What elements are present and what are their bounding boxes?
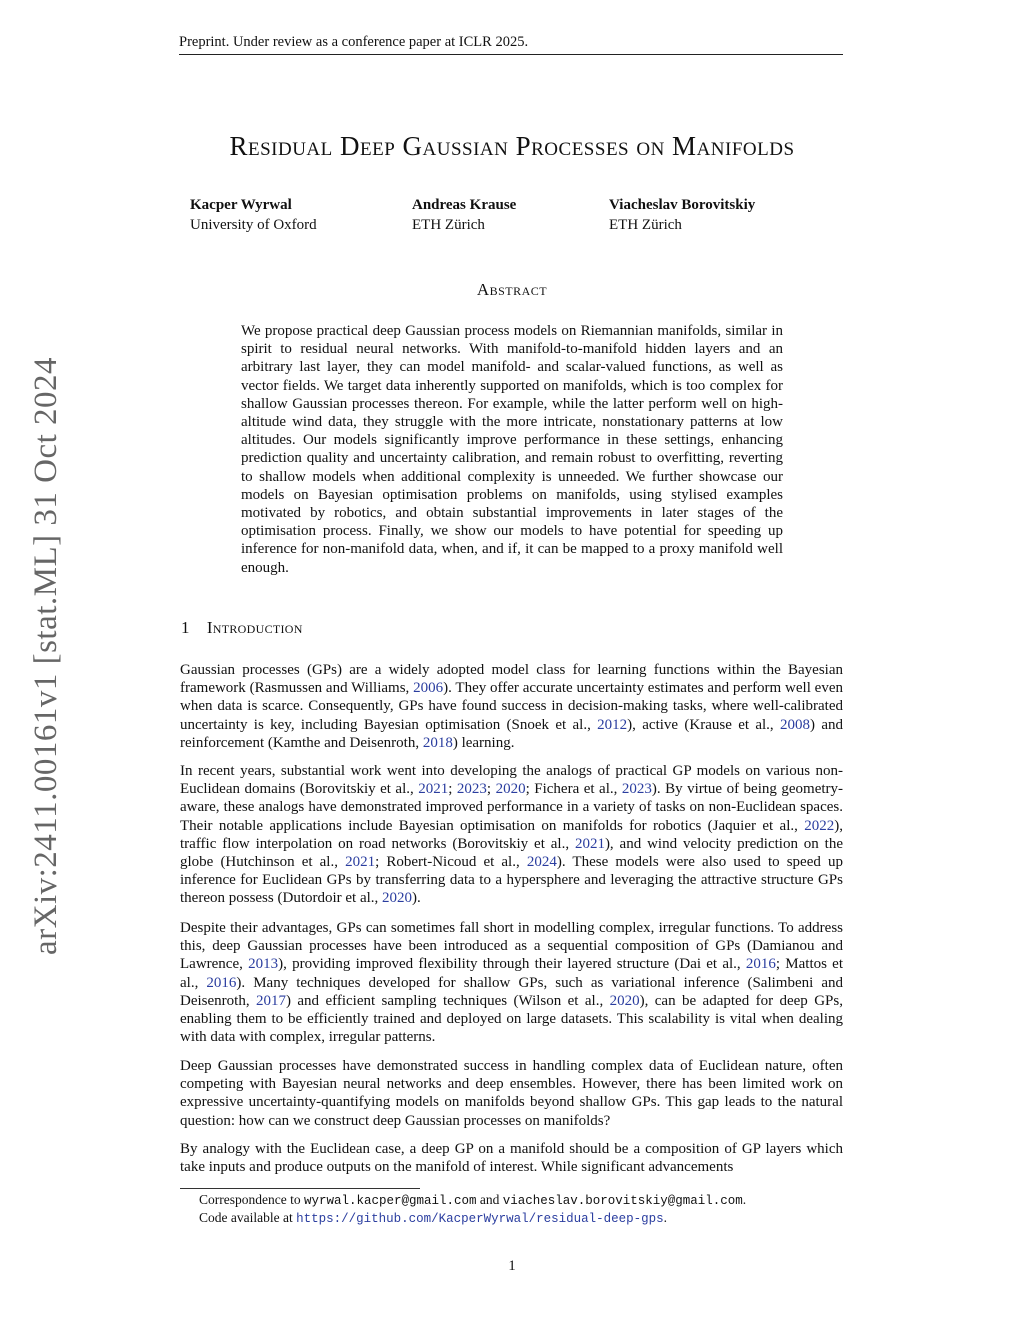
paragraph-text: ). These models were also used to speed up inference for Euclidean GPs by transferring data to a hypersphere and leveraging the attractive structure GPs thereon possess (Dutordoir et al., (180, 854, 843, 907)
citation-link[interactable]: 2024 (526, 854, 557, 871)
footnote-rule (180, 1188, 420, 1189)
paragraph-text: Deep Gaussian processes have demonstrated success in handling complex data of Euclidean nature, often competing with Bayesian neural networks and deep ensembles. However, there has been limited work on expressive uncertainty-quantifying models on manifolds beyond shallow GPs. This gap leads to the natural question: how can we construct deep Gaussian processes on manifolds? (180, 1058, 843, 1129)
paragraph-text: ). Many techniques developed for shallow GPs, such as variational inference (Salimbeni and Deisenroth, (180, 974, 843, 1009)
paragraph-text: ), can be adapted for deep GPs, enabling them to be efficiently trained and deployed on large datasets. This scalability is vital when dealing with data with complex, irregular patterns. (180, 992, 843, 1046)
section-heading (181, 618, 303, 638)
citation-link[interactable]: 2012 (597, 716, 628, 733)
section-number: 1 (181, 618, 190, 637)
paragraph-text: ). (412, 890, 421, 907)
email-link[interactable]: viacheslav.borovitskiy@gmail.com (502, 1194, 743, 1208)
citation-link[interactable]: 2023 (456, 781, 487, 798)
body-paragraph (180, 1057, 843, 1130)
citation-link[interactable]: 2020 (495, 781, 526, 798)
author-affiliation: ETH Zürich (609, 217, 682, 233)
code-url-link[interactable]: https://github.com/KacperWyrwal/residual-deep-gps (296, 1212, 664, 1226)
abstract-heading: Abstract (476, 280, 548, 299)
citation-link[interactable]: 2008 (780, 716, 811, 733)
paragraph-text: ) and reinforcement (Kamthe and Deisenroth, (180, 716, 843, 751)
author-block (609, 195, 755, 235)
citation-link[interactable]: 2022 (804, 817, 835, 834)
paragraph-text: By analogy with the Euclidean case, a deep GP on a manifold should be a composition of GP layers which take inputs and produce outputs on the manifold of interest. While significant advancements (180, 1141, 843, 1176)
author-affiliation: University of Oxford (190, 217, 317, 233)
author-name: Andreas Krause (412, 197, 517, 213)
paragraph-text: ). By virtue of being geometry-aware, these analogs have demonstrated improved performance in a variety of tasks on non-Euclidean spaces. Their notable applications include Bayesian optimisation on manifolds for robotics (Jaquier et al., (180, 781, 844, 834)
author-name: Viacheslav Borovitskiy (609, 197, 756, 213)
section-title: Introduction (206, 618, 303, 637)
citation-link[interactable]: 2018 (422, 734, 453, 751)
arxiv-stamp: arXiv:2411.00161v1 [stat.ML] 31 Oct 2024 (28, 356, 64, 955)
paragraph-text: ; (448, 781, 457, 798)
paragraph-text: In recent years, substantial work went into developing the analogs of practical GP models on various non-Euclidean domains (Borovitskiy et al., (180, 763, 843, 798)
citation-link[interactable]: 2016 (206, 974, 237, 991)
paragraph-text: Despite their advantages, GPs can sometimes fall short in modelling complex, irregular functions. To address this, deep Gaussian processes have been introduced as a sequential composition of GPs (Damianou and Lawrence, (180, 920, 843, 973)
citation-link[interactable]: 2020 (609, 992, 640, 1009)
citation-link[interactable]: 2021 (574, 835, 605, 852)
paragraph-text: ). They offer accurate uncertainty estimates and perform well even when data is scarce. Consequently, GPs have found success in decision-making tasks, where well-calibrated uncertainty is key, including Bayesian optimisation (Snoek et al., (180, 680, 844, 733)
footnote-text: . (742, 1192, 747, 1207)
paragraph-text: ) learning. (452, 734, 515, 751)
citation-link[interactable]: 2006 (413, 680, 444, 697)
paragraph-text: ), and wind velocity prediction on the globe (Hutchinson et al., (180, 835, 843, 871)
citation-link[interactable]: 2016 (745, 956, 776, 973)
footnote-text: and (476, 1192, 503, 1207)
paragraph-text: ; (486, 781, 496, 798)
paragraph-text: Gaussian processes (GPs) are a widely adopted model class for learning functions within the Bayesian framework (Rasmussen and Williams, (180, 662, 843, 697)
paragraph-text: ; Mattos et al., (180, 956, 844, 991)
paragraph-text: ), traffic flow interpolation on road networks (Borovitskiy et al., (180, 817, 843, 852)
author-affiliation: ETH Zürich (412, 217, 485, 233)
author-block (190, 195, 317, 235)
citation-link[interactable]: 2023 (621, 781, 652, 798)
body-paragraph (180, 1140, 843, 1176)
paragraph-text: ), active (Krause et al., (627, 716, 781, 733)
paragraph-text: ; Robert-Nicoud et al., (375, 854, 527, 871)
citation-link[interactable]: 2020 (382, 890, 413, 907)
footnote-text: Code available at (199, 1210, 297, 1225)
body-paragraph (180, 919, 843, 1046)
citation-link[interactable]: 2017 (255, 992, 286, 1009)
footnote-code (199, 1209, 859, 1228)
paper-title: Residual Deep Gaussian Processes on Manifolds (229, 131, 795, 161)
author-block (412, 195, 516, 235)
paragraph-text: ), providing improved flexibility through their layered structure (Dai et al., (278, 956, 746, 973)
paragraph-text: ; Fichera et al., (525, 781, 622, 798)
body-paragraph (180, 762, 843, 908)
email-link[interactable]: wyrwal.kacper@gmail.com (303, 1194, 477, 1208)
footnote-text: . (663, 1210, 668, 1225)
abstract-text: We propose practical deep Gaussian process models on Riemannian manifolds, similar in spirit to residual neural networks. With manifold-to-manifold hidden layers and an arbitrary last layer, they can model manifold- and scalar-valued functions, as well as vector fields. We target data inherently supported on manifolds, which is too complex for shallow Gaussian processes thereon. For example, while the latter perform well on high-altitude wind data, they struggle with the more intricate, nonstationary patterns at low altitudes. Our models significantly improve performance in these settings, enhancing prediction quality and uncertainty calibration, and remain robust to overfitting, reverting to shallow models when additional complexity is unneeded. We further showcase our models on Bayesian optimisation problems on manifolds, using stylised examples motivated by robotics, and obtain substantial improvements in later stages of the optimisation process. Finally, we show our models to have potential for speeding up inference for non-manifold data, when, and if, it can be mapped to a proxy manifold well enough. (241, 323, 783, 576)
running-header: Preprint. Under review as a conference paper at ICLR 2025. (179, 34, 843, 55)
citation-link[interactable]: 2013 (248, 956, 279, 973)
citation-link[interactable]: 2021 (345, 854, 376, 871)
paragraph-text: ) and efficient sampling techniques (Wilson et al., (285, 992, 610, 1009)
citation-link[interactable]: 2021 (418, 781, 449, 798)
body-paragraph (180, 661, 843, 752)
footnote-correspondence (199, 1191, 859, 1210)
footnote-text: Correspondence to (199, 1192, 304, 1207)
page-number: 1 (508, 1258, 516, 1274)
author-name: Kacper Wyrwal (190, 197, 292, 213)
